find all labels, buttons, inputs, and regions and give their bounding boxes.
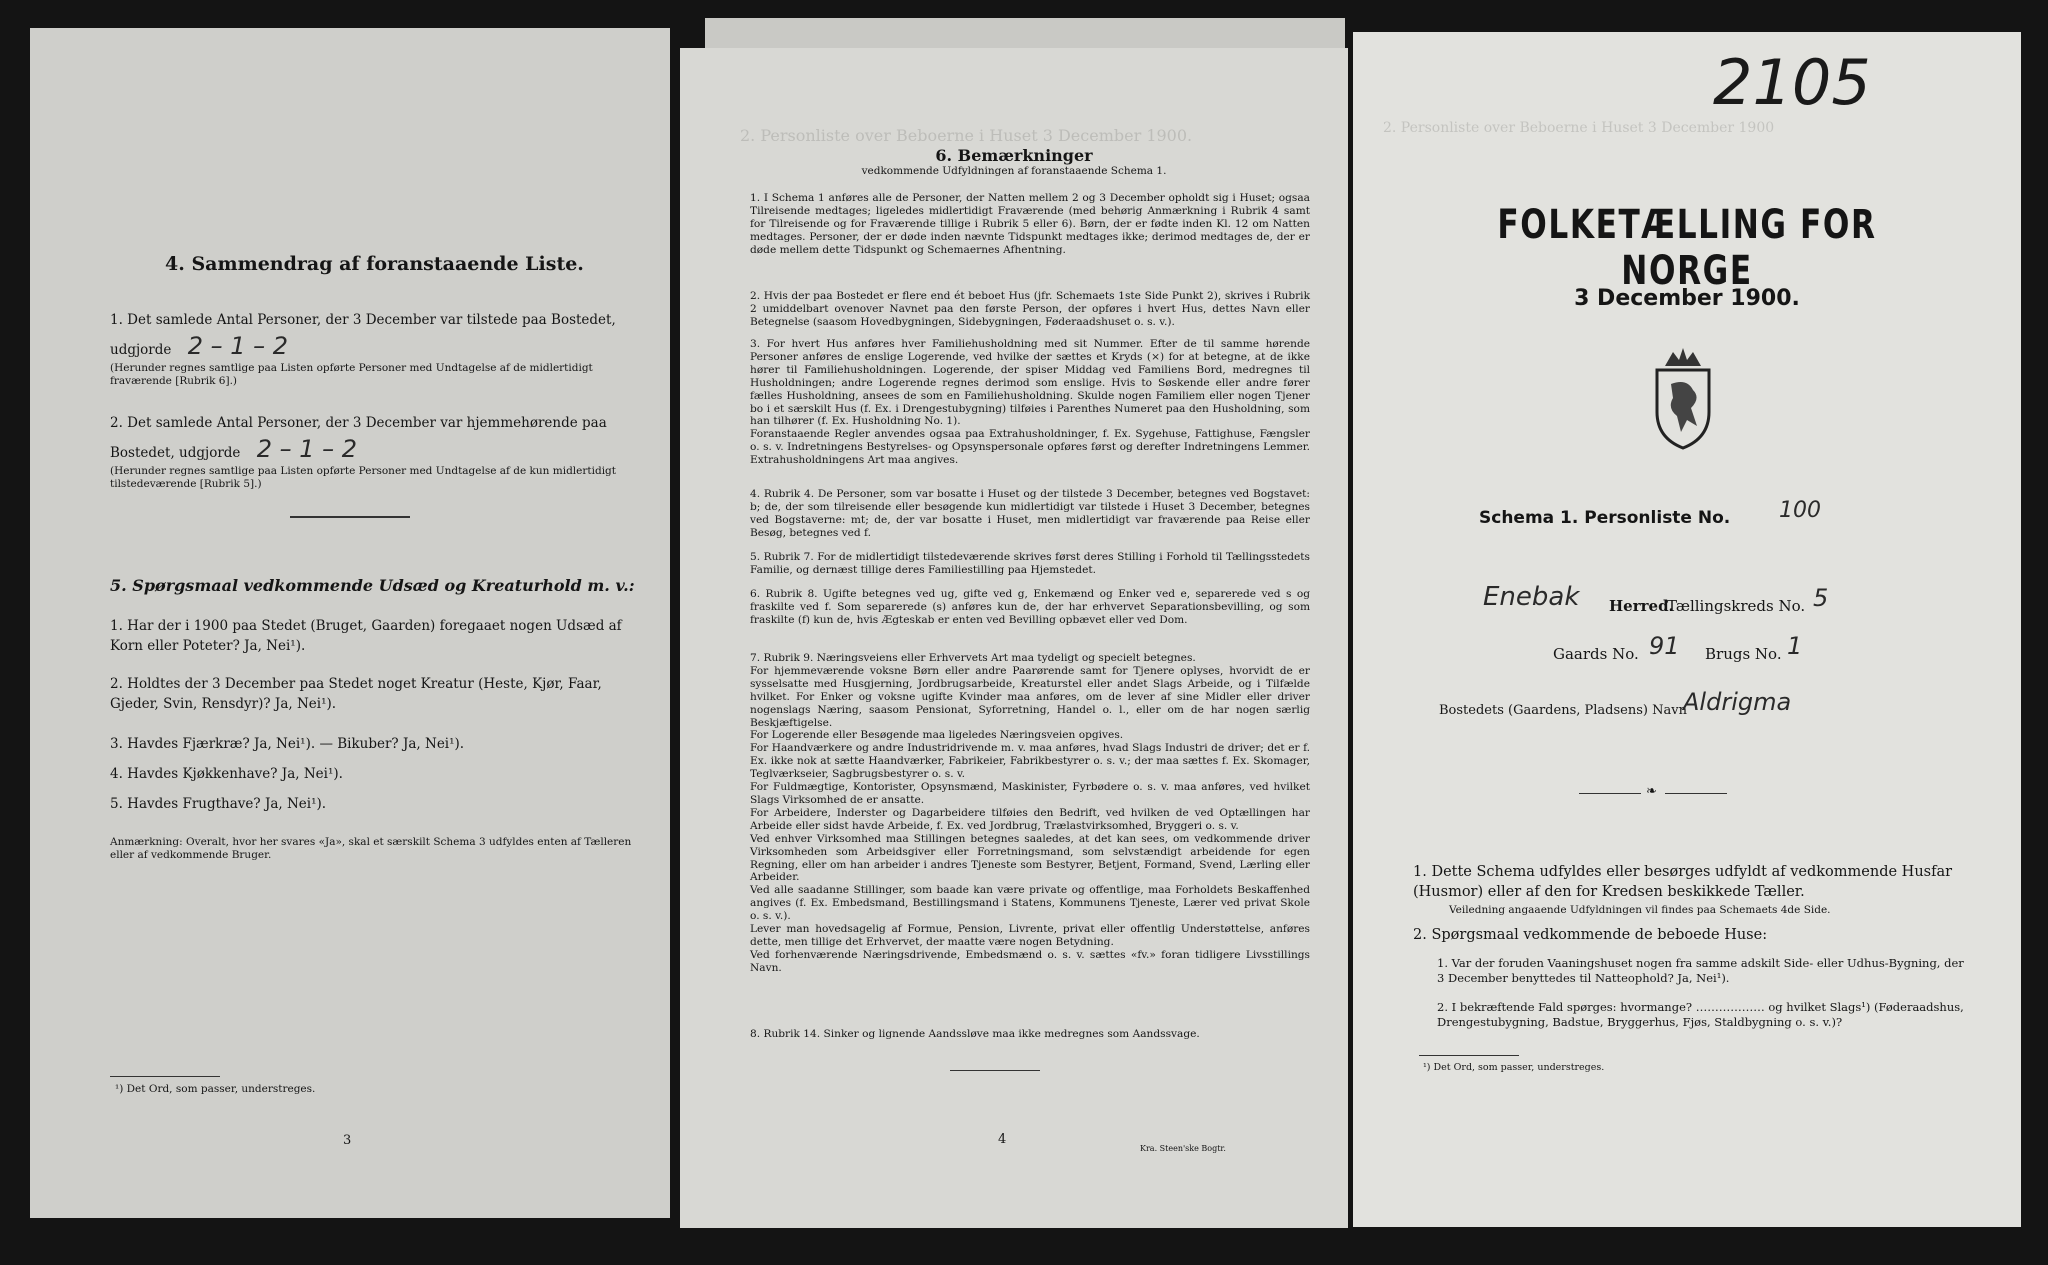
instruction-2-q1: 1. Var der foruden Vaaningshuset nogen fra samme adskilt Side- eller Udhus-Bygning, der 3 December benyttedes til Natteophold? Ja, Nei¹).: [1437, 956, 1964, 985]
divider: [290, 516, 410, 518]
ornament-rule-right: [1665, 793, 1727, 794]
summary-q2-label: Bostedet, udgjorde: [110, 445, 241, 461]
schema-label: Schema 1. Personliste No.: [1479, 508, 1731, 528]
printer-mark: Kra. Steen'ske Bogtr.: [1140, 1144, 1226, 1153]
gaards-label: Gaards No.: [1553, 645, 1639, 663]
anmerkning-note: Anmærkning: Overalt, hvor her svares «Ja», skal et særskilt Schema 3 udfyldes enten af Tælleren eller af vedkommende Bruger.: [110, 836, 632, 861]
personliste-number: 100: [1779, 498, 1821, 523]
summary-q1-text: 1. Det samlede Antal Personer, der 3 December var tilstede paa Bostedet,: [110, 312, 616, 328]
herred-label: Herred.: [1609, 597, 1674, 615]
summary-q2-text: 2. Det samlede Antal Personer, der 3 December var hjemmehørende paa: [110, 415, 607, 431]
remark-4: 4. Rubrik 4. De Personer, som var bosatte i Huset og der tilstede 3 December, betegnes ved Bogstavet: b; de, der som tilreisende eller besøgende kun midlertidigt var tilstede i Huset 3 December, betegnes ved Bogstaverne: mt; de, der var bosatte i Huset, men midlertidigt var fraværende paa Reise eller Besøg, betegnes ved f.: [750, 488, 1310, 539]
remark-2: 2. Hvis der paa Bostedet er flere end ét beboet Hus (jfr. Schemaets 1ste Side Punkt 2), skrives i Rubrik 2 umiddelbart ovenover Navnet paa den første Person, der opføres i hvert Hus, dettes Navn eller Betegnelse (saasom Hovedbygningen, Sidebygningen, Føderaadshuset o. s. v.).: [750, 290, 1310, 328]
s5-question-3: 3. Havdes Fjærkræ? Ja, Nei¹). — Bikuber? Ja, Nei¹).: [110, 736, 465, 752]
remarks-heading: 6. Bemærkninger: [935, 146, 1093, 165]
faded-header: 2. Personliste over Beboerne i Huset 3 December 1900: [1383, 120, 1775, 136]
herred-value: Enebak: [1483, 582, 1580, 612]
right-page: [1353, 32, 2021, 1227]
middle-page: [680, 48, 1348, 1228]
remark-7: 7. Rubrik 9. Næringsveiens eller Erhvervets Art maa tydeligt og specielt betegnes. For hjemmeværende voksne Børn eller andre Paarørende samt for Tjenere oplyses, hvorvidt de er sysselsatte med Husgjerning, Jordbrugsarbeide, Kreaturstel eller andet Slags Arbeide, og i Tilfælde hvilket. For Enker og voksne ugifte Kvinder maa anføres, om de lever af sine Midler eller driver nogenslags Næring, saasom Pensionat, Syforretning, Handel o. l., eller om de har nogen særlig Beskjæftigelse. For Logerende eller Besøgende maa ligeledes Næringsveien opgives. For Haandværkere og andre Industridrivende m. v. maa anføres, hvad Slags Industri de driver; det er f. Ex. ikke nok at sætte Haandværker, Fabrikeier, Fabrikbestyrer o. s. v.; der maa sættes f. Ex. Skomager, Teglværkseier, Sagbrugsbestyrer o. s. v. For Fuldmægtige, Kontorister, Opsynsmænd, Maskinister, Fyrbødere o. s. v. maa anføres, ved hvilket Slags Virksomhed de er ansatte. For Arbeidere, Inderster og Dagarbeidere tilføies den Bedrift, ved hvilken de ved Optællingen har Arbeide eller sidst havde Arbeide, f. Ex. ved Jordbrug, Trælastvirksomhed, Bryggeri o. s. v. Ved enhver Virksomhed maa Stillingen betegnes saaledes, at det kan sees, om vedkommende driver Virksomheden som Arbeidsgiver eller Forretningsmand, som selvstændigt arbeidende for egen Regning, eller om han arbeider i andres Tjeneste som Bestyrer, Betjent, Formand, Svend, Lærling eller Arbeider. Ved alle saadanne Stillinger, som baade kan være private og offentlige, maa Forholdets Beskaffenhed angives (f. Ex. Embedsmand, Bestillingsmand i Statens, Kommunens Tjeneste, Lærer ved privat Skole o. s. v.). Lever man hovedsagelig af Formue, Pension, Livrente, privat eller offentlig Understøttelse, anføres dette, men tillige det Erhvervet, der maatte være nogen Betydning. Ved forhenværende Næringsdrivende, Embedsmænd o. s. v. sættes «fv.» foran tidligere Livsstillings Navn.: [750, 652, 1310, 974]
remark-5: 5. Rubrik 7. For de midlertidigt tilstedeværende skrives først deres Stilling i Forhold til Tællingsstedets Familie, og dernæst tillige deres Familiestilling paa Hjemstedet.: [750, 551, 1310, 576]
section-5-heading: 5. Spørgsmaal vedkommende Udsæd og Kreaturhold m. v.:: [110, 576, 635, 595]
summary-q1-value: 2 – 1 – 2: [187, 332, 289, 360]
footnote: ¹) Det Ord, som passer, understreges.: [115, 1083, 316, 1095]
remarks-subheading: vedkommende Udfyldningen af foranstaaende Schema 1.: [861, 165, 1167, 177]
summary-q2-value: 2 – 1 – 2: [256, 435, 358, 463]
remark-3: 3. For hvert Hus anføres hver Familiehusholdning med sit Nummer. Efter de til samme hørende Personer anføres de enslige Logerende, ved hvilke der sættes et Kryds (×) for at betegne, at de ikke hører til Familiehusholdningen. Logerende, der spiser Middag ved Familiens Bord, medregnes til Husholdningen; andre Logerende regnes derimod som enslige. Hvis to Søskende eller andre fører fælles Husholdning, ansees de som en Familiehusholdning. Skulde nogen Familiem eller nogen Tjener bo i et særskilt Hus (f. Ex. i Drengestubygning) tilføies i Parenthes Numeret paa den Husholdning, som han tilhører (f. Ex. Husholdning No. 1). Foranstaaende Regler anvendes ogsaa paa Extrahusholdninger, f. Ex. Sygehuse, Fattighuse, Fængsler o. s. v. Indretningens Bestyrelses- og Opsynspersonale opføres først og derefter Indretningens Lemmer. Extrahusholdningens Art maa angives.: [750, 338, 1310, 467]
remark-1: 1. I Schema 1 anføres alle de Personer, der Natten mellem 2 og 3 December opholdt sig i Huset; ogsaa Tilreisende medtages; ligeledes midlertidigt Fraværende (med behørig Anmærkning i Rubrik 4 samt for Tilreisende og for Fraværende tillige i Rubrik 5 eller 6). Børn, der er fødte inden Kl. 12 om Natten medtages. Personer, der er døde inden nævnte Tidspunkt medtages ikke; derimod medtages de, der er døde mellem dette Tidspunkt og Schemaernes Afhentning.: [750, 192, 1310, 256]
kreds-label: Tællingskreds No.: [1667, 597, 1806, 615]
document-title: FOLKETÆLLING FOR NORGE: [1497, 202, 1877, 294]
divider: [950, 1070, 1040, 1071]
brugs-label: Brugs No.: [1705, 645, 1782, 663]
page-number: 4: [998, 1132, 1007, 1147]
footnote-rule: [1419, 1055, 1519, 1056]
section-4-heading: 4. Sammendrag af foranstaaende Liste.: [165, 253, 584, 275]
bosted-label: Bostedets (Gaardens, Pladsens) Navn: [1439, 703, 1687, 718]
archive-number: 2105: [1713, 46, 1871, 119]
s5-question-2: 2. Holdtes der 3 December paa Stedet noget Kreatur (Heste, Kjør, Faar, Gjeder, Svin, Rensdyr)? Ja, Nei¹).: [110, 676, 602, 712]
s5-question-4: 4. Havdes Kjøkkenhave? Ja, Nei¹).: [110, 766, 343, 782]
ornament-rule-left: [1579, 793, 1641, 794]
census-date: 3 December 1900.: [1574, 286, 1800, 311]
summary-q2-note: (Herunder regnes samtlige paa Listen opførte Personer med Undtagelse af de kun midlertidigt tilstedeværende [Rubrik 5].): [110, 465, 616, 490]
left-page: [30, 28, 670, 1218]
kreds-value: 5: [1813, 584, 1829, 612]
remark-8: 8. Rubrik 14. Sinker og lignende Aandssløve maa ikke medregnes som Aandssvage.: [750, 1028, 1200, 1040]
footnote-rule: [110, 1076, 220, 1077]
s5-question-1: 1. Har der i 1900 paa Stedet (Bruget, Gaarden) foregaaet nogen Udsæd af Korn eller Poteter? Ja, Nei¹).: [110, 618, 622, 654]
s5-question-5: 5. Havdes Frugthave? Ja, Nei¹).: [110, 796, 327, 812]
remark-6: 6. Rubrik 8. Ugifte betegnes ved ug, gifte ved g, Enkemænd og Enker ved e, separerede ved s og fraskilte ved f. Som separerede (s) anføres kun de, der har erhvervet Separationsbevilling, og som fraskilte (f) kun de, hvis Ægteskab er enten ved Bevilling opbævet eller ved Dom.: [750, 588, 1310, 626]
instruction-1-sub: Veiledning angaaende Udfyldningen vil findes paa Schemaets 4de Side.: [1449, 904, 1831, 916]
bosted-value: Aldrigma: [1683, 688, 1792, 716]
summary-q1-label: udgjorde: [110, 342, 172, 358]
summary-q2: [110, 413, 650, 491]
brugs-value: 1: [1787, 632, 1803, 660]
page-number: 3: [343, 1133, 352, 1148]
gaards-value: 91: [1649, 632, 1680, 660]
summary-q1: [110, 310, 650, 388]
instruction-2: 2. Spørgsmaal vedkommende de beboede Huse:: [1413, 927, 1768, 943]
footnote: ¹) Det Ord, som passer, understreges.: [1423, 1062, 1605, 1073]
instruction-1: 1. Dette Schema udfyldes eller besørges udfyldt af vedkommende Husfar (Husmor) eller af den for Kredsen beskikkede Tæller.: [1413, 864, 1953, 900]
summary-q1-note: (Herunder regnes samtlige paa Listen opførte Personer med Undtagelse af de midlertidigt fraværende [Rubrik 6].): [110, 362, 593, 387]
instruction-2-q2: 2. I bekræftende Fald spørges: hvormange? ……………… og hvilket Slags¹) (Føderaadshus, Drengestubygning, Badstue, Bryggerhus, Fjøs, Staldbygning o. s. v.)?: [1437, 1000, 1964, 1029]
faded-header: 2. Personliste over Beboerne i Huset 3 December 1900.: [740, 126, 1193, 145]
ornament-icon: ❧: [1646, 784, 1657, 799]
norwegian-lion-coat-of-arms-icon: [1643, 342, 1723, 452]
